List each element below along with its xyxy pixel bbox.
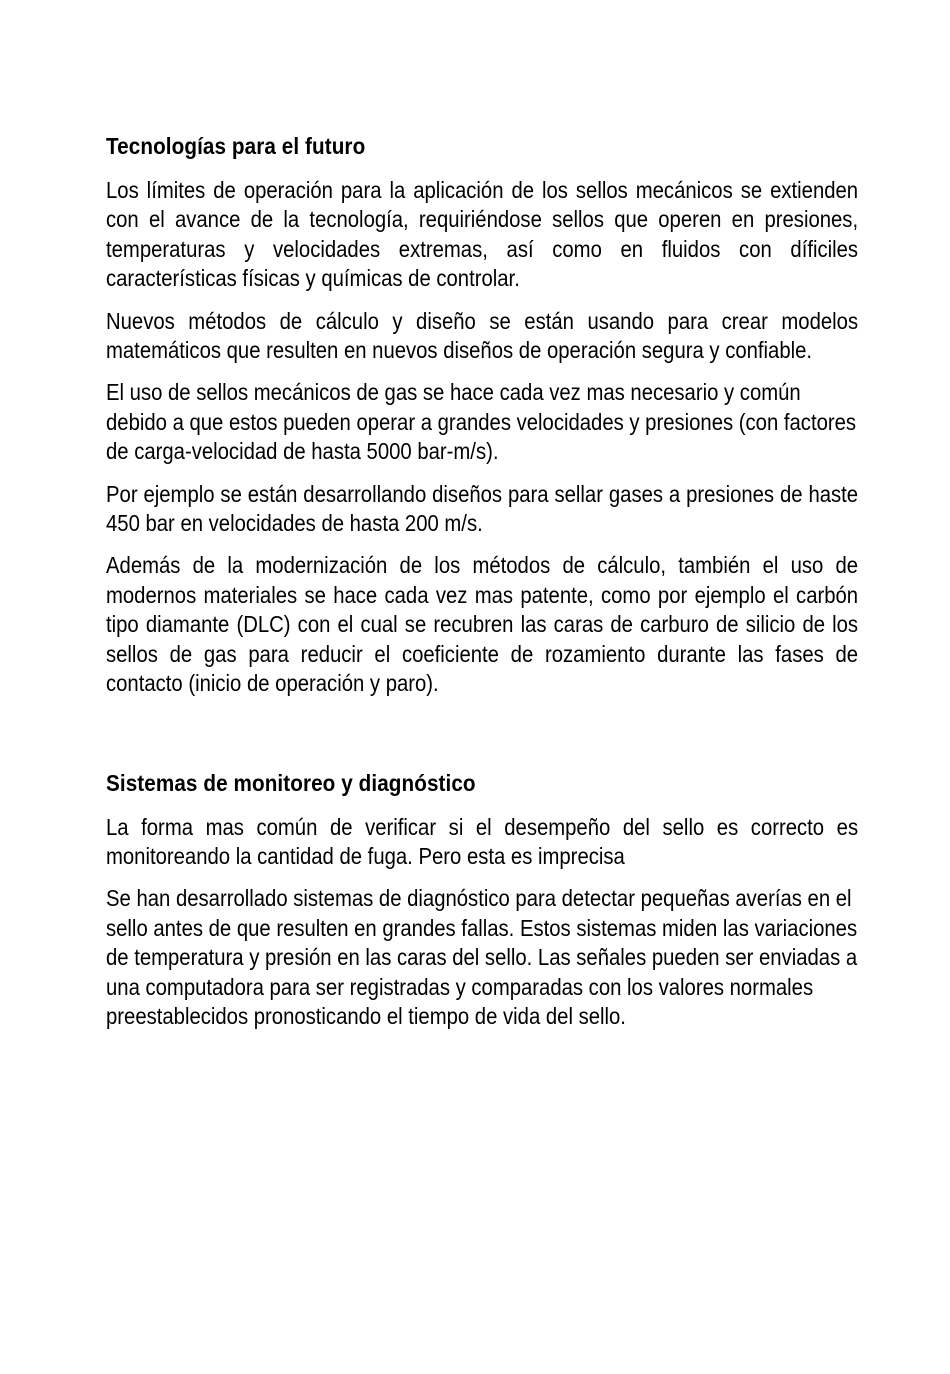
paragraph-forma-comun: La forma mas común de verificar si el desempeño del sello es correcto es monitoreando la cantidad de fuga. Pero esta es imprecisa (106, 813, 859, 869)
section-heading-sistemas-monitoreo: Sistemas de monitoreo y diagnóstico (106, 769, 476, 796)
spacer (106, 161, 858, 176)
paragraph-sellos-gas: El uso de sellos mecánicos de gas se hace cada vez mas necesario y común debido a que estos pueden operar a grandes velocidades y presiones (con factores de carga-velocidad de hasta 5000 bar-m/s). (106, 379, 857, 465)
section-spacer (106, 699, 858, 769)
spacer (106, 365, 858, 378)
paragraph-nuevos-metodos: Nuevos métodos de cálculo y diseño se están usando para crear modelos matemáticos que resulten en nuevos diseños de operación segura y confiable. (106, 307, 859, 364)
paragraph-por-ejemplo: Por ejemplo se están desarrollando diseños para sellar gases a presiones de haste 450 bar en velocidades de hasta 200 m/s. (106, 480, 859, 537)
spacer (106, 467, 858, 480)
section-heading-tecnologias-futuro: Tecnologías para el futuro (106, 133, 366, 159)
paragraph-sistemas-diagnostico: Se han desarrollado sistemas de diagnóstico para detectar pequeñas averías en el sello antes de que resulten en grandes fallas. Estos sistemas miden las variaciones de temperatura y presión en las caras del sello. Las señales pueden ser enviadas a una computadora para ser registradas y comparadas con los valores normales preestablecidos pronosticando el tiempo de vida del sello. (106, 885, 858, 1029)
paragraph-modernizacion: Además de la modernización de los métodos de cálculo, también el uso de modernos materiales se hace cada vez mas patente, como por ejemplo el carbón tipo diamante (DLC) con el cual se recubren las caras de carburo de silicio de los sellos de gas para reducir el coeficiente de rozamiento durante las fases de contacto (inicio de operación y paro). (106, 552, 859, 697)
spacer (106, 294, 858, 307)
spacer (106, 538, 858, 551)
document-body (106, 132, 858, 1031)
paragraph-limites-operacion: Los límites de operación para la aplicación de los sellos mecánicos se extienden con el avance de la tecnología, requiriéndose sellos que operen en presiones, temperaturas y velocidades extremas, así como en fluidos con díficiles características físicas y químicas de controlar. (106, 177, 859, 292)
spacer (106, 798, 858, 813)
spacer (106, 871, 858, 884)
